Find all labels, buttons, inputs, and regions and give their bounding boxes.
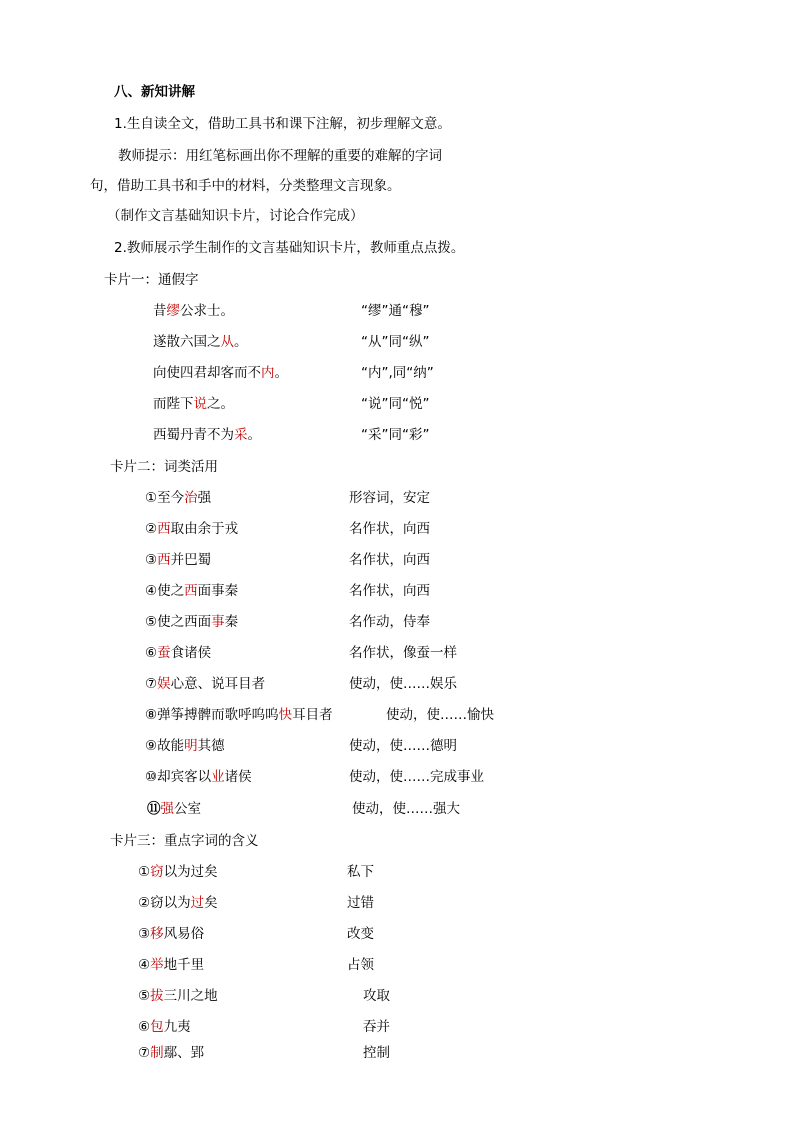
card-2-row: ⑪强公室 — [147, 801, 201, 817]
highlight-word: 业 — [211, 769, 225, 785]
card-3-row: ⑥包九夷 — [138, 1019, 191, 1035]
card-3-row: ⑤拔三川之地 — [138, 988, 218, 1004]
card-1-row: 西蜀丹青不为采。 — [153, 427, 261, 443]
paragraph-1: 1.生自读全文，借助工具书和课下注解，初步理解文意。 — [114, 116, 451, 132]
card-2-note: 使动，使……完成事业 — [349, 769, 484, 785]
highlight-word: 缪 — [166, 303, 180, 319]
card-2-note: 形容词，安定 — [349, 490, 430, 506]
highlight-word: 娱 — [157, 676, 171, 692]
card-1-note: “内”,同“纳” — [361, 365, 434, 381]
highlight-word: 强 — [160, 801, 174, 817]
card-3-note: 改变 — [347, 926, 374, 942]
highlight-word: 西 — [184, 583, 198, 599]
highlight-word: 举 — [150, 957, 164, 973]
card-2-row: ①至今治强 — [145, 490, 212, 506]
card-3-note: 占领 — [347, 957, 374, 973]
card-2-note: 名作状，向西 — [349, 521, 430, 537]
card-2-note: 名作状，向西 — [349, 552, 430, 568]
card-3-title: 卡片三：重点字词的含义 — [110, 833, 259, 849]
highlight-word: 采 — [234, 427, 248, 443]
highlight-word: 明 — [184, 738, 198, 754]
highlight-word: 蚕 — [157, 645, 171, 661]
card-2-note: 名作状，向西 — [349, 583, 430, 599]
card-2-title: 卡片二：词类活用 — [110, 459, 218, 475]
card-3-note: 过错 — [347, 895, 374, 911]
paragraph-2-line-1: 教师提示：用红笔标画出你不理解的重要的难解的字词 — [118, 148, 442, 164]
card-2-note: 使动，使……娱乐 — [349, 676, 457, 692]
card-2-row: ⑩却宾客以业诸侯 — [145, 769, 252, 785]
paragraph-3: （制作文言基础知识卡片，讨论合作完成） — [107, 208, 364, 224]
card-2-row: ⑦娱心意、说耳目者 — [145, 676, 266, 692]
card-2-row: ⑨故能明其德 — [145, 738, 225, 754]
section-heading: 八、新知讲解 — [114, 84, 195, 100]
card-1-note: “从”同“纵” — [361, 334, 430, 350]
card-3-note: 私下 — [347, 864, 374, 880]
card-3-note: 攻取 — [363, 988, 390, 1004]
card-1-row: 遂散六国之从。 — [153, 334, 248, 350]
card-3-note: 控制 — [363, 1045, 390, 1061]
card-2-row: ⑥蚕食诸侯 — [145, 645, 212, 661]
highlight-word: 西 — [157, 552, 171, 568]
highlight-word: 拔 — [150, 988, 164, 1004]
card-2-row: ③西并巴蜀 — [145, 552, 212, 568]
card-2-row: ⑤使之西面事秦 — [145, 614, 239, 630]
card-2-note: 名作动，侍奉 — [349, 614, 430, 630]
card-3-row: ⑦制鄢、郢 — [138, 1045, 205, 1061]
card-2-note: 使动，使……强大 — [352, 801, 460, 817]
card-1-note: “缪”通“穆” — [361, 303, 430, 319]
card-1-row: 向使四君却客而不内。 — [153, 365, 288, 381]
card-1-note: “采”同“彩” — [361, 427, 430, 443]
card-2-row: ②西取由余于戎 — [145, 521, 239, 537]
paragraph-4: 2.教师展示学生制作的文言基础知识卡片，教师重点点拨。 — [114, 240, 465, 256]
card-3-row: ③移风易俗 — [138, 926, 205, 942]
highlight-word: 内 — [261, 365, 275, 381]
highlight-word: 制 — [150, 1045, 164, 1061]
highlight-word: 说 — [193, 396, 207, 412]
card-3-note: 吞并 — [363, 1019, 390, 1035]
card-1-row: 昔缪公求士。 — [153, 303, 234, 319]
highlight-word: 窃 — [150, 864, 164, 880]
highlight-word: 治 — [184, 490, 198, 506]
card-1-row: 而陛下说之。 — [153, 396, 234, 412]
paragraph-2-line-2: 句，借助工具书和手中的材料，分类整理文言现象。 — [90, 178, 401, 194]
highlight-word: 移 — [150, 926, 164, 942]
highlight-word: 事 — [211, 614, 225, 630]
card-1-note: “说”同“悦” — [361, 396, 430, 412]
card-2-row: ④使之西面事秦 — [145, 583, 239, 599]
card-2-row: ⑧弹筝搏髀而歌呼呜呜快耳目者 — [145, 707, 333, 723]
card-2-note: 使动，使……德明 — [349, 738, 457, 754]
highlight-word: 快 — [278, 707, 293, 723]
card-3-row: ②窃以为过矣 — [138, 895, 218, 911]
highlight-word: 西 — [157, 521, 171, 537]
highlight-word: 从 — [220, 334, 234, 350]
card-3-row: ④举地千里 — [138, 957, 205, 973]
card-3-row: ①窃以为过矣 — [138, 864, 218, 880]
card-2-note: 名作状，像蚕一样 — [349, 645, 457, 661]
highlight-word: 过 — [190, 895, 205, 911]
highlight-word: 包 — [150, 1019, 164, 1035]
card-2-note: 使动，使……愉快 — [386, 707, 494, 723]
card-1-title: 卡片一：通假字 — [104, 272, 199, 288]
